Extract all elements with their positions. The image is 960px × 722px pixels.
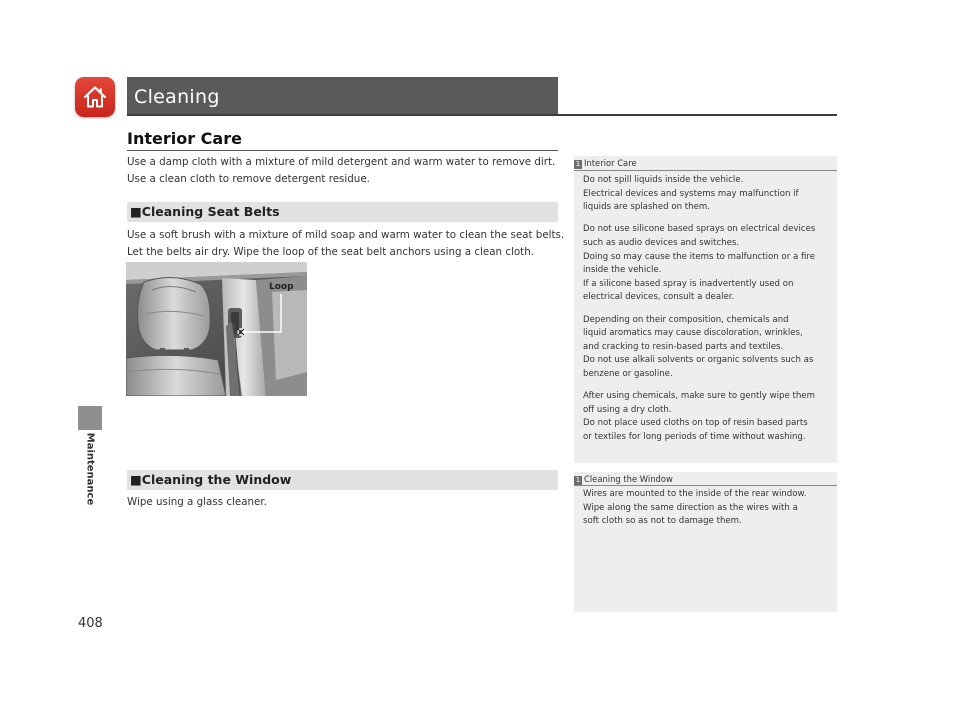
interior-care-note (574, 156, 837, 463)
text-line: Let the belts air dry. Wipe the loop of the seat belt anchors using a clean cloth. (127, 246, 535, 258)
seat-belts-text (127, 227, 567, 261)
note-body: Wires are mounted to the inside of the rear window. Wipe along the same direction as the wires with a soft cloth so as not to damage them. (583, 489, 807, 527)
note-title: 1 Cleaning the Window (575, 474, 673, 484)
chapter-side-label[interactable]: Maintenance (84, 432, 96, 506)
note-divider (574, 485, 837, 486)
note-body: Do not spill liquids inside the vehicle. Electrical devices and systems may malfunction if liquids are splashed on them. Do not use silicone based sprays on electrical devices such as audio devices and switches. Doing so may cause the items to malfunction or a fire inside the vehicle. If a silicone based spray is inadvertently used on electrical devices, consult a dealer. Depending on their composition, chemicals and liquid aromatics may cause discoloration, wrinkles, and cracking to resin-based parts and textiles. Do not use alkali solvents or organic solvents such as benzene or gasoline. After using chemicals, make sure to gently wipe them off using a dry cloth. Do not place used cloths on top of resin based parts or textiles for long periods of time without washing. (583, 175, 816, 442)
page-number: 408 (78, 616, 103, 631)
note-divider (574, 170, 837, 171)
window-heading: ■Cleaning the Window (130, 472, 292, 487)
note-marker: 1 (575, 476, 581, 484)
seat-belts-heading-bar (127, 202, 558, 222)
note-title: 1 Interior Care (575, 158, 637, 168)
note-marker: 1 (575, 160, 581, 168)
chapter-tab-marker (78, 406, 102, 430)
text-line: Use a clean cloth to remove detergent residue. (127, 173, 370, 185)
window-heading-bar (127, 470, 558, 490)
section-title: Interior Care (127, 129, 242, 148)
window-text: Wipe using a glass cleaner. (127, 496, 267, 508)
section-divider (127, 150, 558, 151)
chapter-title-bar (127, 77, 558, 114)
window-note (574, 472, 837, 612)
interior-care-text (127, 154, 567, 188)
text-line: Use a damp cloth with a mixture of mild detergent and warm water to remove dirt. (127, 156, 556, 168)
home-icon (82, 84, 108, 110)
chapter-title: Cleaning (134, 86, 220, 108)
home-button[interactable] (75, 77, 115, 117)
figure-callout-loop: Loop (269, 282, 294, 292)
text-line: Use a soft brush with a mixture of mild soap and warm water to clean the seat belts. (127, 229, 565, 241)
title-divider (127, 114, 837, 116)
seat-belts-heading: ■Cleaning Seat Belts (130, 204, 280, 219)
